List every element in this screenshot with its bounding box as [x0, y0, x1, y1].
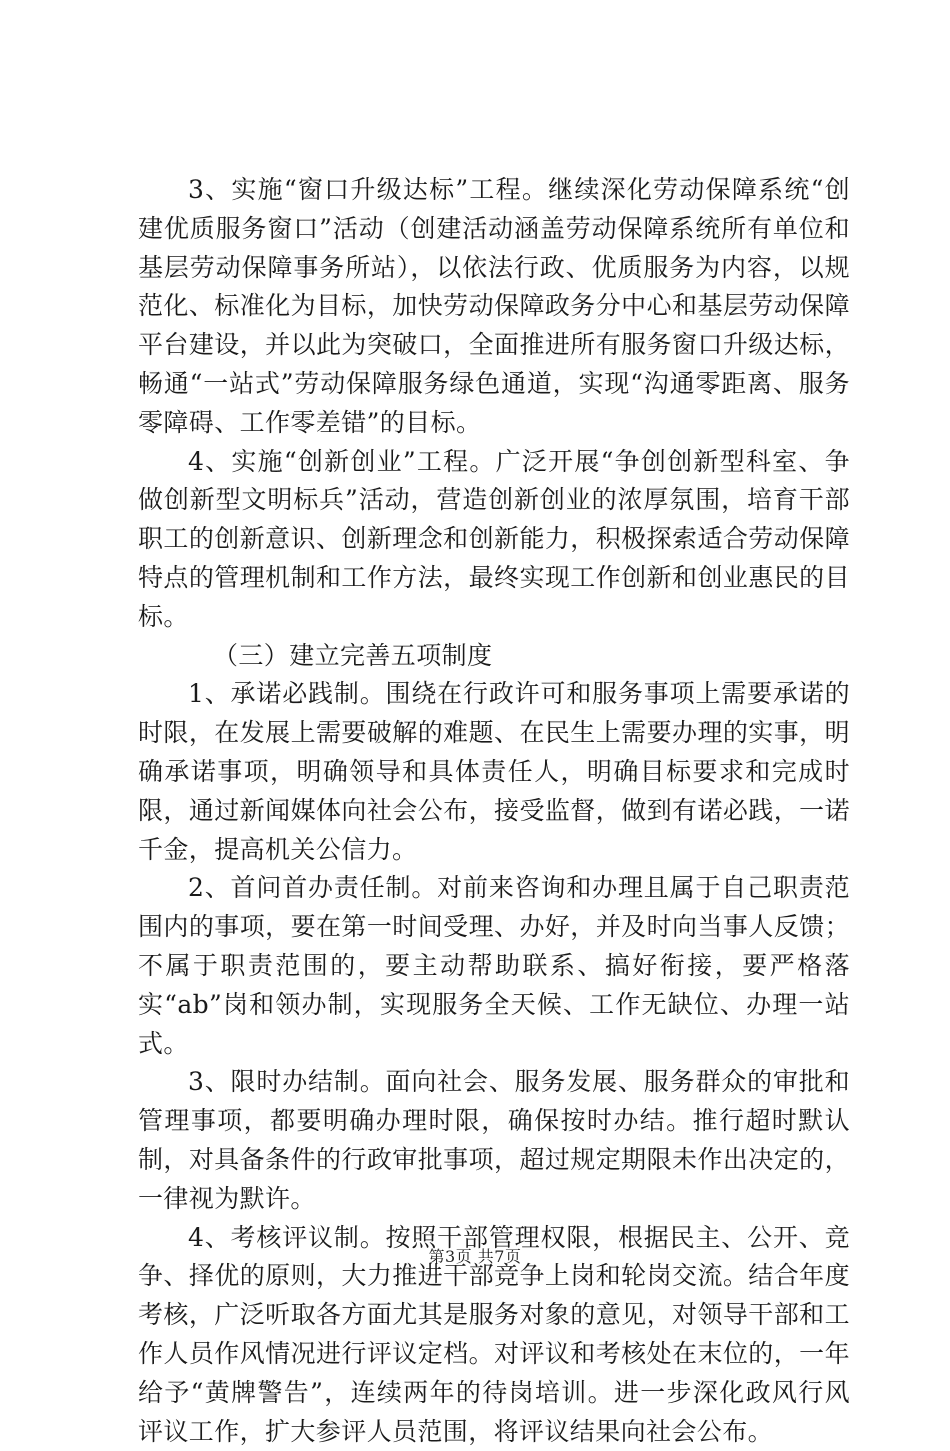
paragraph-rule-4: 4、考核评议制。按照干部管理权限，根据民主、公开、竞争、择优的原则，大力推进干部竞争上岗和轮岗交流。结合年度考核，广泛听取各方面尤其是服务对象的意见，对领导干部和工作人员作风情况进行评议定档。对评议和考核处在末位的，一年给予“黄牌警告”，连续两年的待岗培训。进一步深化政风行风评议工作，扩大参评人员范围，将评议结果向社会公布。	[138, 1222, 850, 1446]
paragraph-rule-3: 3、限时办结制。面向社会、服务发展、服务群众的审批和管理事项，都要明确办理时限，确保按时办结。推行超时默认制，对具备条件的行政审批事项，超过规定期限未作出决定的，一律视为默许。	[138, 1067, 850, 1213]
section-heading: （三）建立完善五项制度	[213, 640, 493, 670]
paragraph-item-4: 4、实施“创新创业”工程。广泛开展“争创创新型科室、争做创新型文明标兵”活动，营造创新创业的浓厚氛围，培育干部职工的创新意识、创新理念和创新能力，积极探索适合劳动保障特点的管理机制和工作方法，最终实现工作创新和创业惠民的目标。	[138, 446, 850, 631]
page-number-footer: 第3页 共7页	[428, 1247, 522, 1266]
paragraph-item-3: 3、实施“窗口升级达标”工程。继续深化劳动保障系统“创建优质服务窗口”活动（创建活动涵盖劳动保障系统所有单位和基层劳动保障事务所站），以依法行政、优质服务为内容，以规范化、标准化为目标，加快劳动保障政务分中心和基层劳动保障平台建设，并以此为突破口，全面推进所有服务窗口升级达标，畅通“一站式”劳动保障服务绿色通道，实现“沟通零距离、服务零障碍、工作零差错”的目标。	[138, 175, 850, 437]
paragraph-rule-1: 1、承诺必践制。围绕在行政许可和服务事项上需要承诺的时限，在发展上需要破解的难题、在民生上需要办理的实事，明确承诺事项，明确领导和具体责任人，明确目标要求和完成时限，通过新闻媒体向社会公布，接受监督，做到有诺必践，一诺千金，提高机关公信力。	[138, 679, 850, 864]
paragraph-rule-2: 2、首问首办责任制。对前来咨询和办理且属于自己职责范围内的事项，要在第一时间受理、办好，并及时向当事人反馈；不属于职责范围的，要主动帮助联系、搞好衔接，要严格落实“ab”岗和领办制，实现服务全天候、工作无缺位、办理一站式。	[138, 873, 850, 1058]
